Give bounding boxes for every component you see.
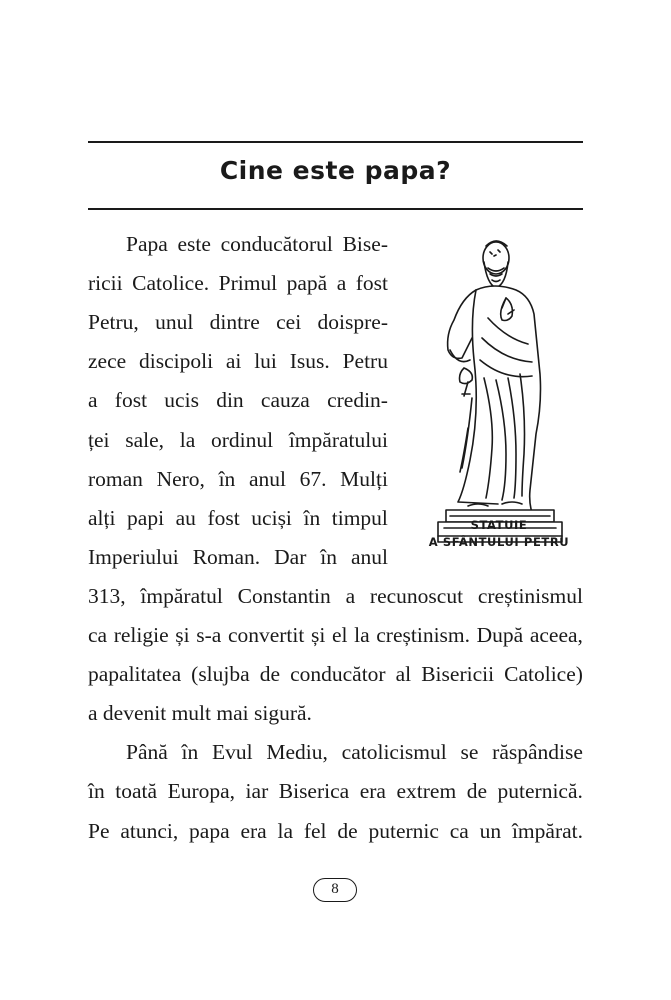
word: de — [337, 818, 358, 843]
word: de — [259, 662, 281, 687]
word: recunoscut — [369, 583, 464, 608]
word: Pe — [88, 818, 110, 843]
word: puternic — [368, 818, 439, 843]
word: cauza — [260, 388, 310, 413]
word: aceea, — [529, 623, 583, 647]
word: ței — [88, 427, 110, 452]
word: anul — [248, 466, 286, 491]
word: (slujba — [191, 662, 250, 687]
statue-illustration-icon — [410, 228, 588, 558]
word: credin- — [327, 388, 388, 413]
word: Bise- — [342, 232, 388, 256]
word: După — [476, 623, 524, 647]
word: împărat. — [511, 818, 583, 843]
word: Primul — [218, 271, 278, 296]
text-line — [88, 270, 388, 296]
word: catolicismul — [341, 740, 447, 765]
text-line — [88, 544, 388, 570]
text-line — [88, 387, 388, 413]
word: din — [216, 388, 244, 413]
word: el — [331, 623, 348, 647]
page-title: Cine este papa? — [219, 156, 452, 185]
word: discipoli — [138, 349, 214, 374]
word: un — [479, 818, 502, 843]
word: Bisericii — [421, 662, 495, 687]
word: Petru — [342, 349, 388, 374]
word: era — [240, 818, 267, 843]
text-line — [88, 231, 388, 257]
word: fost — [207, 505, 240, 530]
word: atunci, — [120, 818, 179, 843]
word: creștinism. — [376, 623, 471, 647]
word: de — [466, 779, 487, 804]
word: Petru, — [88, 310, 139, 335]
word: Mediu, — [266, 740, 328, 765]
word: sale, — [125, 427, 165, 452]
word: fost — [114, 388, 148, 413]
word: anul — [350, 544, 388, 569]
word: conducător — [290, 662, 386, 687]
word: Catolice) — [504, 662, 583, 687]
word: fel — [303, 818, 327, 843]
text-line — [88, 778, 583, 804]
word: Isus. — [289, 349, 330, 374]
word: timpul — [331, 505, 388, 530]
text-line — [88, 348, 388, 374]
word: ai — [225, 349, 242, 374]
word: papalitatea — [88, 662, 182, 687]
word: ricii — [88, 271, 123, 296]
word: în — [303, 505, 321, 530]
word: la — [354, 623, 370, 647]
text-line — [88, 505, 388, 531]
figure-caption-line-1: STATUIE — [470, 518, 528, 532]
word: ca — [88, 623, 108, 647]
word: 67. — [299, 466, 327, 491]
word: s-a — [196, 623, 222, 647]
word: Mulți — [340, 466, 388, 491]
word: Nero, — [156, 466, 205, 491]
word: Europa, — [167, 779, 236, 804]
word: era — [359, 779, 386, 804]
word: Biserica — [278, 779, 350, 804]
word: împăratului — [288, 427, 388, 452]
word: la — [179, 427, 196, 452]
word: răspândise — [492, 740, 583, 765]
word: puternică. — [497, 779, 583, 804]
word: lui — [254, 349, 277, 374]
word: alți — [88, 505, 116, 530]
word: fost — [355, 271, 388, 296]
word: toată — [115, 779, 158, 804]
word: roman — [88, 466, 143, 491]
text-line — [88, 661, 583, 687]
word: doispre- — [317, 310, 388, 335]
word: a — [336, 271, 347, 296]
word: uciși — [251, 505, 292, 530]
figure-caption-line-2: A SFÂNTULUI PETRU — [428, 535, 570, 549]
word: al — [395, 662, 412, 687]
word: și — [175, 623, 190, 647]
word: se — [460, 740, 479, 765]
word: în — [218, 466, 236, 491]
word: Până — [126, 740, 168, 765]
word: și — [310, 623, 326, 647]
text-line — [88, 466, 388, 492]
word: dintre — [209, 310, 260, 335]
text-line — [88, 309, 388, 335]
word: este — [177, 232, 211, 256]
word: Dar — [274, 544, 307, 569]
text-line — [88, 739, 583, 765]
word: Constantin — [237, 583, 331, 608]
word: Papa — [126, 232, 168, 256]
word: Catolice. — [132, 271, 210, 296]
word: papă — [286, 271, 328, 296]
word: Roman. — [192, 544, 261, 569]
text-line — [88, 583, 583, 609]
word: la — [277, 818, 294, 843]
word: Imperiului — [88, 544, 179, 569]
heading-bottom-rule — [88, 208, 583, 210]
word: conducătorul — [220, 232, 333, 256]
word: ordinul — [211, 427, 274, 452]
text-line — [88, 622, 583, 648]
word: zece — [88, 349, 127, 374]
text-line — [88, 700, 583, 726]
word: creștinismul — [477, 583, 583, 608]
word: 313, — [88, 583, 126, 608]
word: cei — [276, 310, 302, 335]
page-number: 8 — [313, 878, 357, 902]
word: ca — [449, 818, 469, 843]
word: au — [175, 505, 196, 530]
word: ucis — [164, 388, 199, 413]
word: iar — [245, 779, 269, 804]
word: extrem — [396, 779, 457, 804]
word: unul — [155, 310, 194, 335]
heading-top-rule — [88, 141, 583, 143]
word: a — [88, 388, 98, 413]
word: papi — [127, 505, 165, 530]
word: în — [320, 544, 338, 569]
word: în — [88, 779, 105, 804]
text-line — [88, 427, 388, 453]
word: a — [345, 583, 356, 608]
word: papa — [189, 818, 230, 843]
word: religie — [113, 623, 169, 647]
word: în — [181, 740, 199, 765]
word: a devenit mult mai sigură. — [88, 701, 312, 726]
word: împăratul — [140, 583, 223, 608]
word: convertit — [227, 623, 305, 647]
word: Evul — [212, 740, 253, 765]
text-line — [88, 818, 583, 844]
